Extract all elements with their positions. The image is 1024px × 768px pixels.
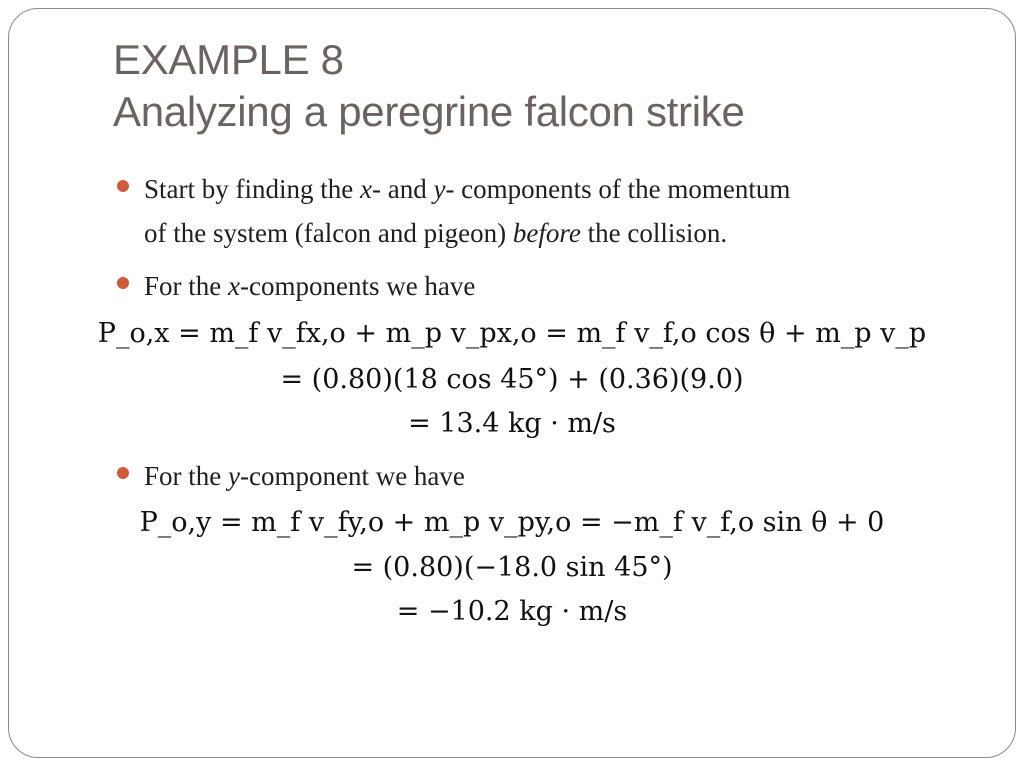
bullet-2 bbox=[144, 264, 475, 308]
bullet-1-text-d: of the system (falcon and pigeon) bbox=[144, 218, 513, 248]
bullet-1-before: before bbox=[512, 218, 581, 248]
bullet-dot bbox=[117, 467, 129, 479]
equation-x-line-2-text: = (0.80)(18 cos 45°) + (0.36)(9.0) bbox=[280, 364, 744, 395]
equation-x-line-3 bbox=[0, 404, 1024, 444]
bullet-3-text-b: -component we have bbox=[239, 461, 465, 491]
equation-x-line-1 bbox=[0, 314, 1024, 354]
bullet-3-text-a: For the bbox=[144, 461, 228, 491]
bullet-2-text-b: -components we have bbox=[239, 271, 476, 301]
title-line-1: EXAMPLE 8 bbox=[113, 36, 344, 83]
equation-y-line-3-text: = −10.2 kg · m/s bbox=[396, 596, 628, 627]
bullet-1 bbox=[144, 167, 790, 255]
bullet-dot bbox=[117, 277, 129, 289]
equation-y-line-1 bbox=[0, 503, 1024, 543]
bullet-1-text-c: - components of the momentum bbox=[445, 174, 791, 204]
bullet-3 bbox=[144, 454, 465, 498]
equation-x-line-1-text: P_o,x = m_f v_fx,o + m_p v_px,o = m_f v_f,o cos θ + m_p v_p bbox=[97, 318, 927, 349]
bullet-1-text-a: Start by finding the bbox=[144, 174, 360, 204]
slide-title bbox=[113, 34, 745, 138]
bullet-1-text-b: - and bbox=[371, 174, 434, 204]
bullet-1-y: y bbox=[433, 174, 446, 204]
bullet-2-x: x bbox=[228, 271, 240, 301]
equation-y-line-2 bbox=[0, 548, 1024, 588]
equation-x-line-2 bbox=[0, 360, 1024, 400]
bullet-1-text-e: the collision. bbox=[580, 218, 728, 248]
bullet-3-y: y bbox=[228, 461, 240, 491]
equation-x-line-3-text: = 13.4 kg · m/s bbox=[408, 408, 616, 439]
bullet-1-x: x bbox=[359, 174, 372, 204]
equation-y-line-3 bbox=[0, 592, 1024, 632]
bullet-2-text-a: For the bbox=[144, 271, 228, 301]
equation-y-line-1-text: P_o,y = m_f v_fy,o + m_p v_py,o = −m_f v_f,o sin θ + 0 bbox=[139, 507, 885, 538]
title-line-2: Analyzing a peregrine falcon strike bbox=[113, 88, 745, 135]
equation-y-line-2-text: = (0.80)(−18.0 sin 45°) bbox=[351, 552, 673, 583]
bullet-dot bbox=[117, 180, 129, 192]
